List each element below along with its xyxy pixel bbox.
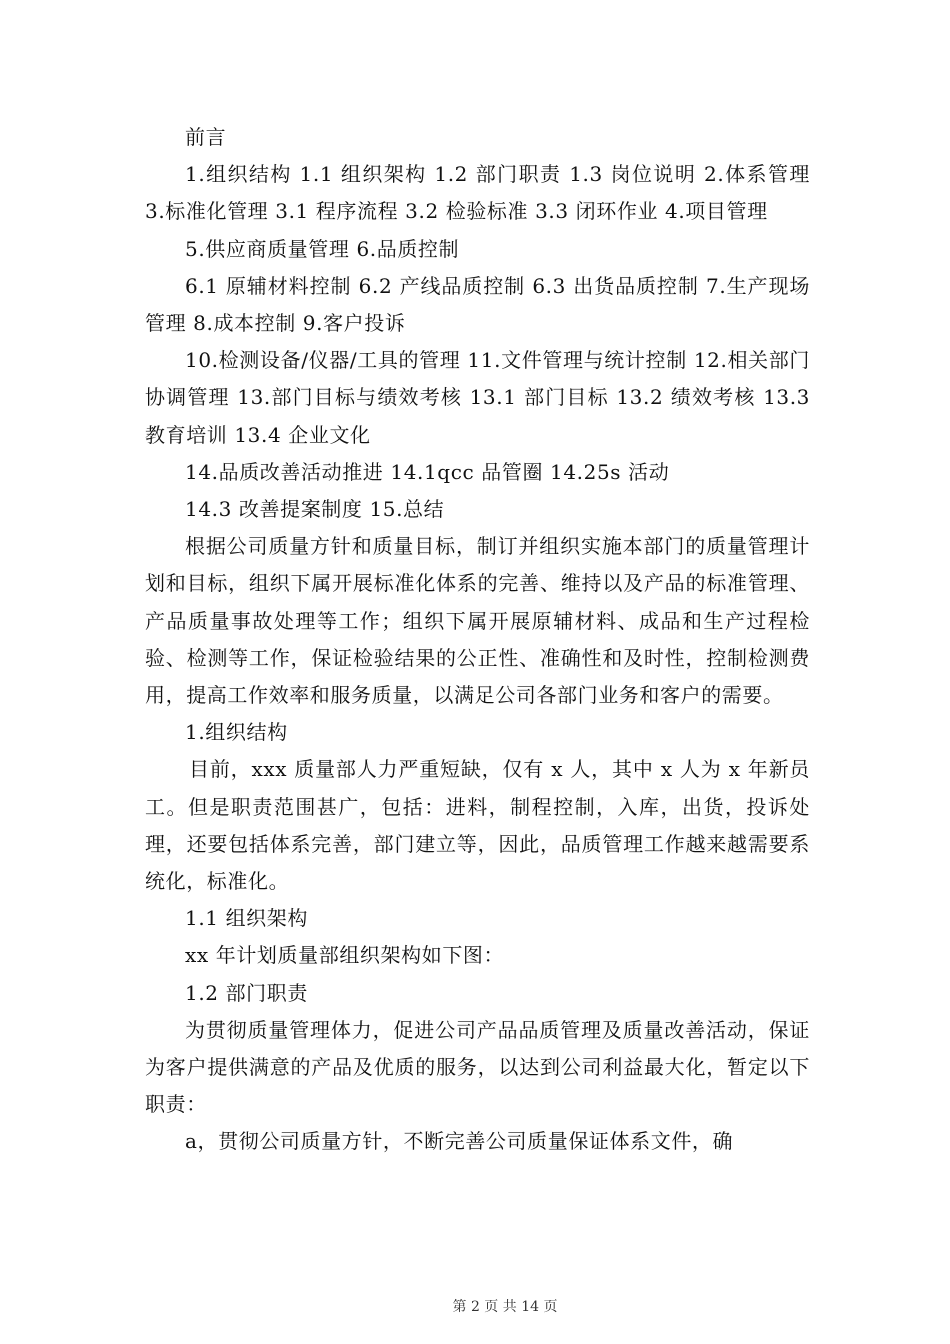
toc-line-5: 14.品质改善活动推进 14.1qcc 品管圈 14.25s 活动 [185, 459, 670, 484]
toc-line-2: 5.供应商质量管理 6.品质控制 [185, 236, 460, 261]
section-heading-org-chart: 1.1 组织架构 [185, 906, 308, 931]
org-chart-caption: xx 年计划质量部组织架构如下图： [185, 943, 505, 968]
section-heading-org-structure: 1.组织结构 [185, 720, 288, 745]
duty-item-a: a，贯彻公司质量方针，不断完善公司质量保证体系文件，确 [185, 1129, 734, 1154]
section-heading-dept-duties: 1.2 部门职责 [185, 980, 308, 1005]
toc-line-6: 14.3 改善提案制度 15.总结 [185, 497, 445, 522]
document-body [145, 119, 810, 1161]
dept-duties-paragraph: 为贯彻质量管理体力，促进公司产品品质管理及质量改善活动，保证为客户提供满意的产品及优质的服务，以达到公司利益最大化，暂定以下职责： [145, 1017, 810, 1117]
intro-paragraph: 根据公司质量方针和质量目标，制订并组织实施本部门的质量管理计划和目标，组织下属开展标准化体系的完善、维持以及产品的标准管理、产品质量事故处理等工作；组织下属开展原辅材料、成品和生产过程检验、检测等工作，保证检验结果的公正性、准确性和及时性，控制检测费用，提高工作效率和服务质量，以满足公司各部门业务和客户的需要。 [145, 534, 810, 708]
toc-line-1: 1.组织结构 1.1 组织架构 1.2 部门职责 1.3 岗位说明 2.体系管理 3.标准化管理 3.1 程序流程 3.2 检验标准 3.3 闭环作业 4.项目管理 [145, 162, 810, 224]
org-structure-paragraph: 目前，xxx 质量部人力严重短缺，仅有 x 人，其中 x 人为 x 年新员工。但是职责范围甚广，包括：进料，制程控制，入库，出货，投诉处理，还要包括体系完善，部门建立等，因此，品质管理工作越来越需要系统化，标准化。 [145, 757, 810, 894]
page-footer: 第 2 页 共 14 页 [452, 1299, 558, 1315]
toc-line-4: 10.检测设备/仪器/工具的管理 11.文件管理与统计控制 12.相关部门协调管理 13.部门目标与绩效考核 13.1 部门目标 13.2 绩效考核 13.3 教育培训 13.4 企业文化 [145, 348, 810, 447]
toc-line-3: 6.1 原辅材料控制 6.2 产线品质控制 6.3 出货品质控制 7.生产现场管理 8.成本控制 9.客户投诉 [145, 273, 810, 336]
heading-preface: 前言 [185, 125, 227, 149]
